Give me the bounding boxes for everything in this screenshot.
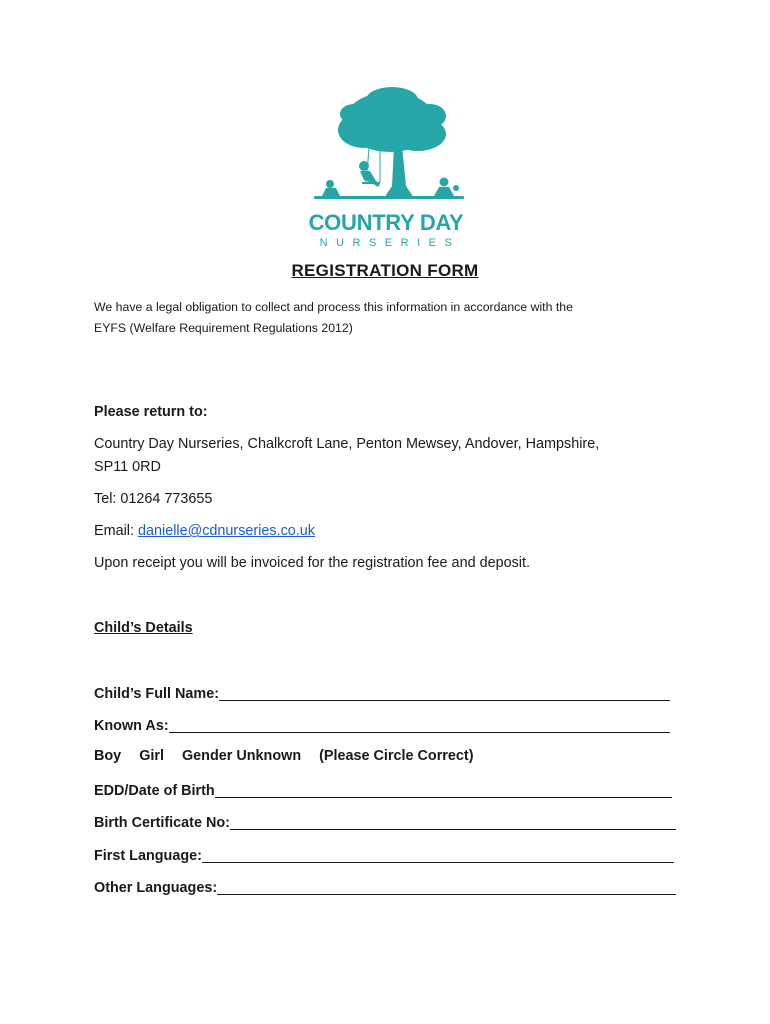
invoice-note: Upon receipt you will be invoiced for the registration fee and deposit. [94,555,530,571]
intro-line-1: We have a legal obligation to collect and process this information in accordance with the [94,300,573,314]
dob-field[interactable] [94,779,672,801]
first-language-field[interactable] [94,844,674,866]
birth-cert-field[interactable] [94,811,676,833]
email-line [94,523,315,539]
gender-unknown[interactable]: Gender Unknown [181,748,302,764]
known-as-field[interactable] [94,714,670,736]
full-name-label: Child’s Full Name: [94,686,219,702]
birth-cert-label: Birth Certificate No: [94,815,230,831]
first-language-label: First Language: [94,848,202,864]
page-title: REGISTRATION FORM [291,261,479,280]
tree-logo-icon [306,86,466,212]
other-languages-field[interactable] [94,876,676,898]
dob-label: EDD/Date of Birth [94,783,215,799]
logo-subtitle-text: NURSERIES [319,237,461,249]
full-name-blank[interactable] [219,684,670,701]
email-label: Email: [94,523,138,539]
full-name-field[interactable] [94,682,670,704]
known-as-blank[interactable] [169,716,670,733]
other-languages-blank[interactable] [217,878,676,895]
email-link[interactable]: danielle@cdnurseries.co.uk [137,523,315,539]
gender-options [94,748,492,764]
gender-girl[interactable]: Girl [139,748,164,764]
gender-boy[interactable]: Boy [94,748,122,764]
logo [296,86,476,256]
telephone: Tel: 01264 773655 [94,491,213,507]
known-as-label: Known As: [94,718,169,734]
intro-line-2: EYFS (Welfare Requirement Regulations 2012) [94,321,353,335]
intro-paragraph [94,297,694,339]
other-languages-label: Other Languages: [94,880,218,896]
address-line-1: Country Day Nurseries, Chalkcroft Lane, Penton Mewsey, Andover, Hampshire, [94,436,600,452]
gender-instruction: (Please Circle Correct) [319,748,474,764]
logo-brand-text: COUNTRY DAY [308,210,464,235]
return-heading: Please return to: [94,404,208,420]
birth-cert-blank[interactable] [230,813,676,830]
dob-blank[interactable] [215,781,672,798]
child-details-heading: Child’s Details [94,620,193,636]
address-line-2: SP11 0RD [94,459,161,475]
first-language-blank[interactable] [202,846,674,863]
